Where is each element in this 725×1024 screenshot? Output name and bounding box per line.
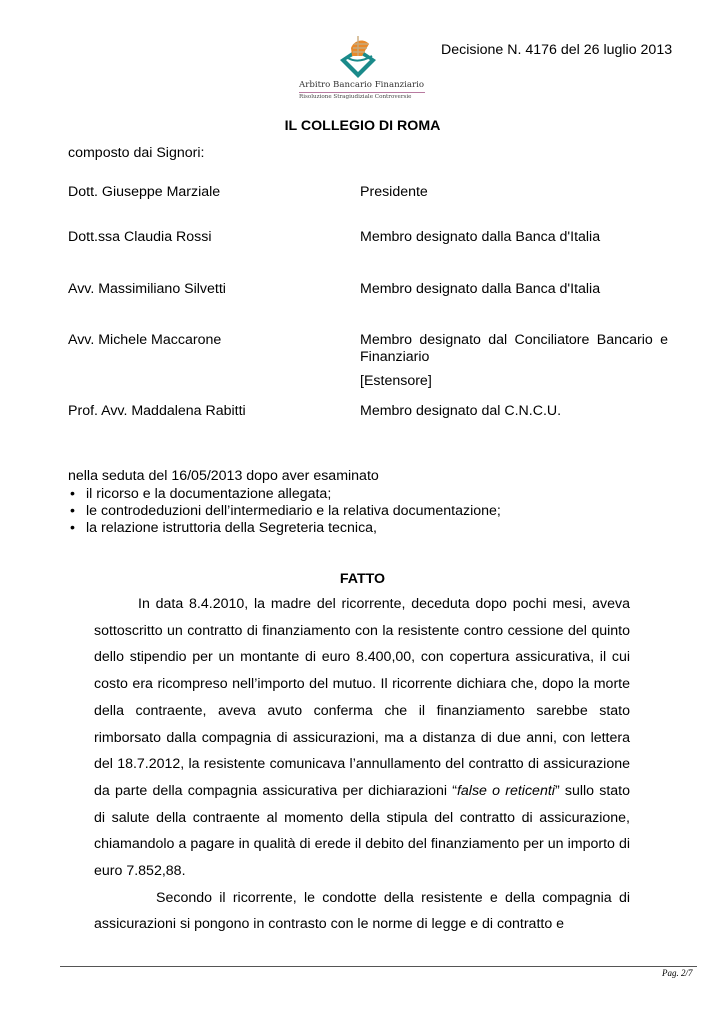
college-title: IL COLLEGIO DI ROMA: [284, 118, 441, 134]
member-name: Avv. Massimiliano Silvetti: [68, 281, 226, 297]
member-note: [Estensore]: [360, 373, 432, 389]
logo-title: Arbitro Bancario Finanziario: [299, 80, 425, 90]
list-item: • il ricorso e la documentazione allegata;: [68, 486, 501, 503]
logo-divider: [299, 92, 425, 93]
college-intro: composto dai Signori:: [68, 145, 205, 161]
list-item: • la relazione istruttoria della Segreteria tecnica,: [68, 520, 501, 537]
member-role: Membro designato dalla Banca d'Italia: [360, 281, 601, 297]
abf-logo-emblem: [296, 34, 430, 80]
list-item: • le controdeduzioni dell’intermediario e la relativa documentazione;: [68, 503, 501, 520]
italic-quote: false o reticenti: [456, 782, 555, 799]
member-role: Membro designato dalla Banca d'Italia: [360, 229, 601, 245]
member-role: Presidente: [360, 184, 428, 200]
session-items-list: [68, 486, 501, 537]
section-heading-fatto: FATTO: [339, 571, 386, 587]
member-name: Avv. Michele Maccarone: [68, 332, 222, 348]
session-intro: nella seduta del 16/05/2013 dopo aver esaminato: [68, 468, 379, 484]
paragraph-text: In data 8.4.2010, la madre del ricorrente, deceduta dopo pochi mesi, aveva sottoscritto un contratto di finanziamento con la resistente contro cessione del quinto dello stipendio per un montante di euro 8.400,00, con copertura assicurativa, il cui costo era ricompreso nell’importo del mutuo. Il ricorrente dichiara che, dopo la morte della contraente, aveva avuto conferma che il finanziamento sarebbe stato rimborsato dalla compagnia di assicurazioni, ma a distanza di due anni, con lettera del 18.7.2012, la resistente comunicava l’annullamento del contratto di assicurazione da parte della compagnia assicurativa per dichiarazioni “: [94, 596, 630, 799]
member-role: Membro designato dal C.N.C.U.: [360, 403, 562, 419]
logo-subtitle: Risoluzione Stragiudiziale Controversie: [299, 94, 412, 100]
footer-divider: [60, 966, 697, 967]
decision-number: Decisione N. 4176 del 26 luglio 2013: [441, 42, 673, 58]
fatto-paragraph-2: Secondo il ricorrente, le condotte della resistente e della compagnia di assicurazioni si pongono in contrasto con le norme di legge e di contratto e: [94, 889, 630, 933]
page-number: Pag. 2/7: [662, 968, 693, 978]
member-name: Dott.ssa Claudia Rossi: [68, 229, 212, 245]
paragraph-text: ” sullo stato di salute della contraente al momento della stipula del contratto di assicurazione, chiamandolo a pagare in qualità di erede il debito del finanziamento per un importo di euro 7.852,88.: [94, 782, 631, 880]
fatto-body: [94, 591, 630, 938]
abf-logo: [296, 34, 430, 106]
member-name: Prof. Avv. Maddalena Rabitti: [68, 403, 246, 419]
fatto-paragraph-1: [94, 591, 630, 885]
member-name: Dott. Giuseppe Marziale: [68, 184, 221, 200]
member-role: Membro designato dal Conciliatore Bancario e Finanziario: [360, 332, 668, 365]
